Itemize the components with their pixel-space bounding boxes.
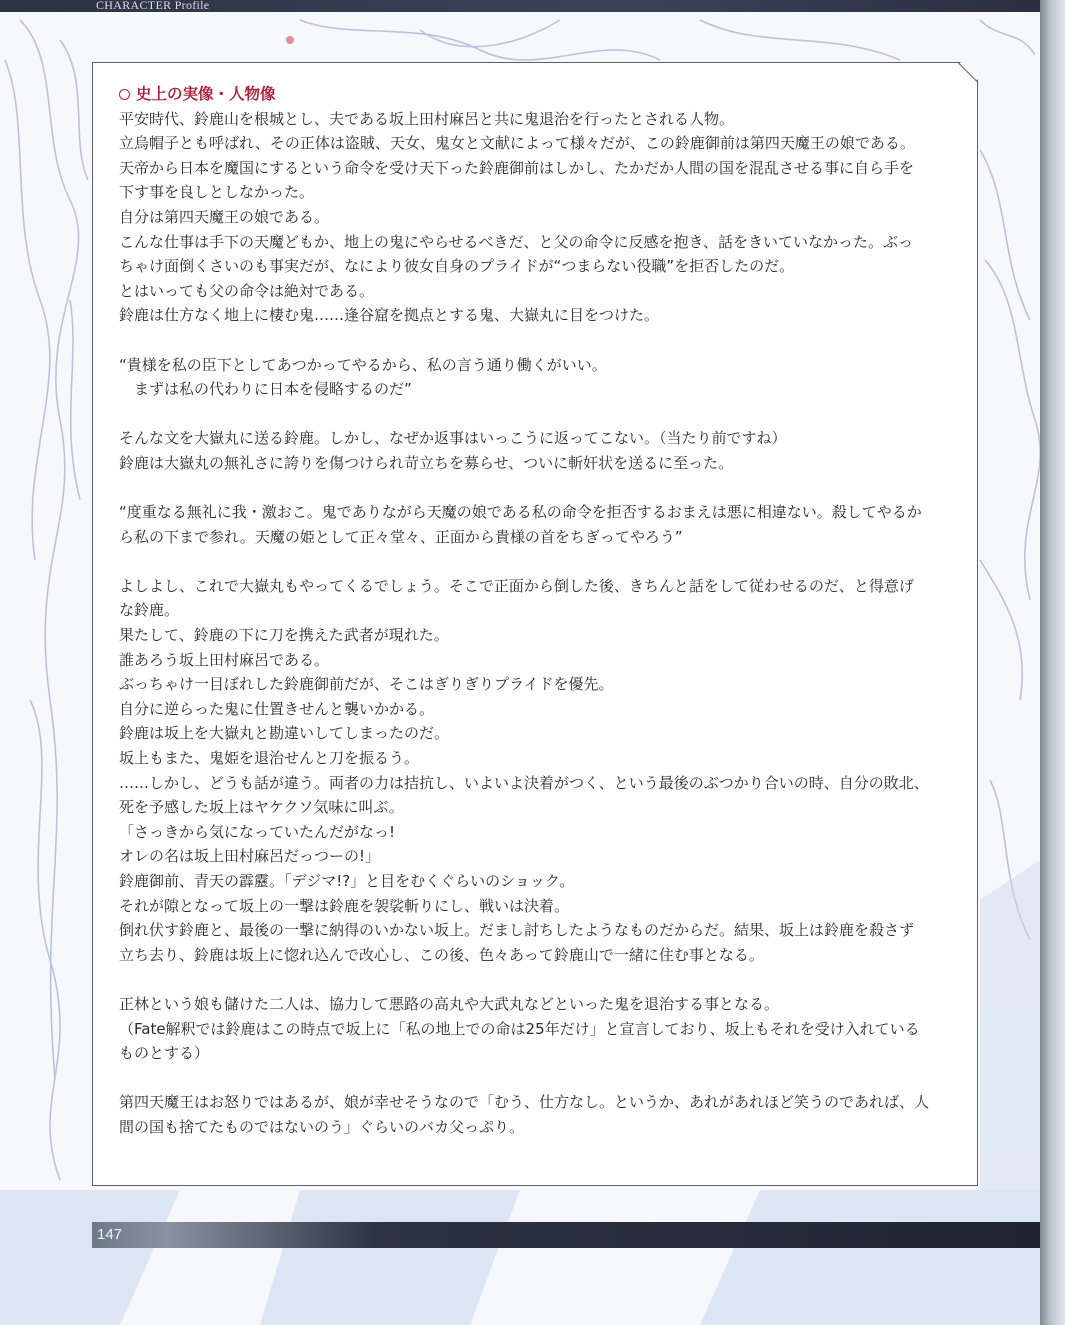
text-line: 天帝から日本を魔国にするという命令を受け天下った鈴鹿御前はしかし、たかだか人間の国を混乱させる事に自ら手を bbox=[119, 158, 915, 177]
text-line: ら私の下まで参れ。天魔の姫として正々堂々、正面から貴様の首をちぎってやろう” bbox=[119, 527, 683, 546]
section-title: 史上の実像・人物像 bbox=[136, 85, 276, 103]
text-line: そんな文を大嶽丸に送る鈴鹿。しかし、なぜか返事はいっこうに返ってこない。（当たり前ですね） bbox=[119, 429, 787, 448]
blank-line bbox=[119, 328, 964, 353]
text-line: とはいっても父の命令は絶対である。 bbox=[119, 281, 375, 300]
blank-line bbox=[119, 967, 964, 992]
text-line: 死を予感した坂上はヤケクソ気味に叫ぶ。 bbox=[119, 798, 404, 817]
text-line: こんな仕事は手下の天魔どもか、地上の鬼にやらせるべきだ、と父の命令に反感を抱き、話をきいていなかった。ぶっ bbox=[119, 232, 913, 251]
text-line: 坂上もまた、鬼姫を退治せんと刀を振るう。 bbox=[119, 749, 420, 768]
blank-line bbox=[119, 1066, 964, 1091]
profile-content bbox=[119, 82, 964, 1140]
text-line: （Fate解釈では鈴鹿はこの時点で坂上に「私の地上での命は25年だけ」と宣言しており、坂上もそれを受け入れている bbox=[119, 1019, 920, 1038]
text-line: 第四天魔王はお怒りではあるが、娘が幸せそうなので「むう、仕方なし。というか、あれがあれほど笑うのであれば、人 bbox=[119, 1093, 930, 1112]
text-line: 自分は第四天魔王の娘である。 bbox=[119, 207, 330, 226]
text-line: まずは私の代わりに日本を侵略するのだ” bbox=[119, 380, 412, 399]
text-line: 鈴鹿は大嶽丸の無礼さに誇りを傷つけられ苛立ちを募らせ、ついに斬奸状を送るに至った。 bbox=[119, 453, 734, 472]
text-line: 正林という娘も儲けた二人は、協力して悪路の高丸や大武丸などといった鬼を退治する事となる。 bbox=[119, 994, 780, 1013]
blank-line bbox=[119, 549, 964, 574]
circle-bullet-icon bbox=[119, 89, 130, 100]
text-line: 鈴鹿は仕方なく地上に棲む鬼……逢谷窟を拠点とする鬼、大嶽丸に目をつけた。 bbox=[119, 306, 660, 325]
page-edge bbox=[1040, 0, 1065, 1325]
text-line: ……しかし、どうも話が違う。両者の力は拮抗し、いよいよ決着がつく、という最後のぶつかり合いの時、自分の敗北、 bbox=[119, 773, 929, 792]
page-number: 147 bbox=[97, 1226, 123, 1243]
text-line: 鈴鹿は坂上を大嶽丸と勘違いしてしまったのだ。 bbox=[119, 724, 450, 743]
text-line: “貴様を私の臣下としてあつかってやるから、私の言う通り働くがいい。 bbox=[119, 355, 607, 374]
text-line: 誰あろう坂上田村麻呂である。 bbox=[119, 650, 330, 669]
box-corner-cut bbox=[958, 62, 980, 84]
text-line: よしよし、これで大嶽丸もやってくるでしょう。そこで正面から倒した後、きちんと話をして従わせるのだ、と得意げ bbox=[119, 576, 914, 595]
header-label: CHARACTER Profile bbox=[96, 0, 210, 12]
text-line: 立烏帽子とも呼ばれ、その正体は盗賊、天女、鬼女と文献によって様々だが、この鈴鹿御前は第四天魔王の娘である。 bbox=[119, 134, 915, 153]
text-line: 自分に逆らった鬼に仕置きせんと襲いかかる。 bbox=[119, 699, 435, 718]
text-line: “度重なる無礼に我・激おこ。鬼でありながら天魔の娘である私の命令を拒否するおまえは悪に相違ない。殺してやるか bbox=[119, 503, 922, 522]
text-line: ものとする） bbox=[119, 1044, 210, 1063]
blank-line bbox=[119, 402, 964, 427]
text-line: ぶっちゃけ一目ぼれした鈴鹿御前だが、そこはぎりぎりプライドを優先。 bbox=[119, 675, 614, 694]
blank-line bbox=[119, 476, 964, 501]
section-heading bbox=[119, 82, 964, 107]
text-line: 果たして、鈴鹿の下に刀を携えた武者が現れた。 bbox=[119, 626, 449, 645]
paragraph-lines bbox=[119, 107, 964, 1140]
text-line: それが隙となって坂上の一撃は鈴鹿を袈裟斬りにし、戦いは決着。 bbox=[119, 896, 570, 915]
footer-bar bbox=[92, 1222, 1040, 1248]
text-line: 立ち去り、鈴鹿は坂上に惚れ込んで改心し、この後、色々あって鈴鹿山で一緒に住む事となる。 bbox=[119, 945, 764, 964]
text-line: 平安時代、鈴鹿山を根城とし、夫である坂上田村麻呂と共に鬼退治を行ったとされる人物。 bbox=[119, 109, 735, 128]
text-line: 倒れ伏す鈴鹿と、最後の一撃に納得のいかない坂上。だまし討ちしたようなものだからだ。結果、坂上は鈴鹿を殺さず bbox=[119, 921, 915, 940]
text-line: オレの名は坂上田村麻呂だっつーの!」 bbox=[119, 847, 381, 866]
text-line: ちゃけ面倒くさいのも事実だが、なにより彼女自身のプライドが“つまらない役職”を拒否したのだ。 bbox=[119, 257, 795, 276]
text-line: な鈴鹿。 bbox=[119, 601, 180, 620]
text-line: 間の国も捨てたものではないのう」ぐらいのバカ父っぷり。 bbox=[119, 1117, 525, 1136]
text-line: 鈴鹿御前、青天の霹靂。「デジマ!?」と目をむくぐらいのショック。 bbox=[119, 872, 575, 890]
text-line: 下す事を良しとしなかった。 bbox=[119, 183, 315, 202]
text-line: 「さっきから気になっていたんだがなっ! bbox=[119, 822, 396, 841]
